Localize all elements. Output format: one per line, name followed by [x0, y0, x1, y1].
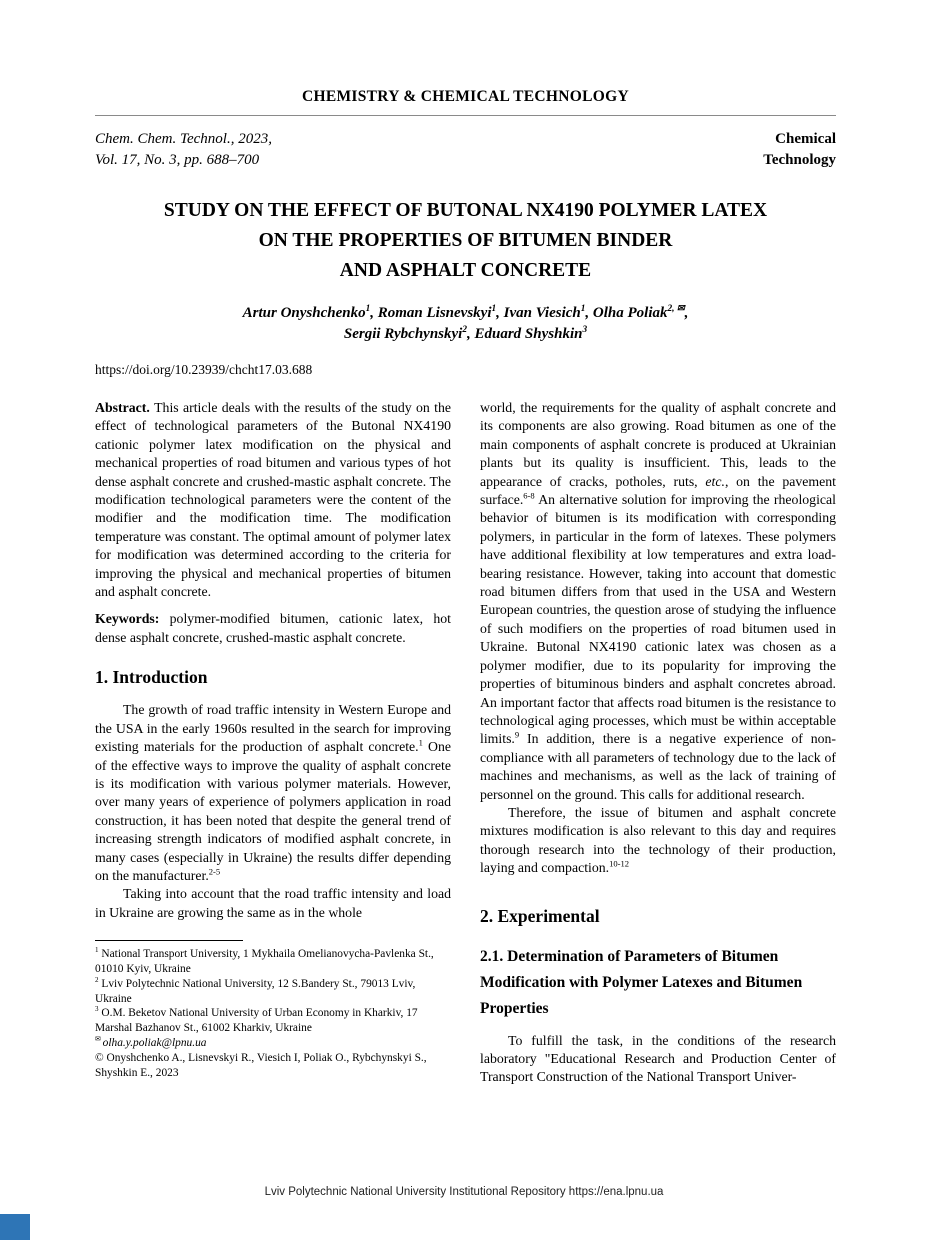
experimental-paragraph-1: To fulfill the task, in the conditions of the research laboratory "Educational Research and Production Center of Transport Construction of the National Transport Univer-	[480, 1032, 836, 1085]
journal-name-line2: Technology	[763, 152, 836, 168]
article-title	[95, 196, 836, 286]
left-column	[95, 399, 451, 1087]
author-line-2: Sergii Rybchynskyi$^2$, Eduard Shyshkin$^3$	[343, 325, 588, 342]
intro-paragraph-2: Taking into account that the road traffic intensity and load in Ukraine are growing the same as in the whole	[95, 886, 451, 920]
journal-info-row	[95, 129, 836, 171]
running-head: CHEMISTRY & CHEMICAL TECHNOLOGY	[302, 88, 629, 105]
repository-footer: Lviv Polytechnic National University Institutional Repository https://ena.lpnu.ua	[264, 1186, 664, 1198]
article-title-line1: STUDY ON THE EFFECT OF BUTONAL NX4190 POLYMER LATEX	[163, 200, 768, 221]
abstract-paragraph: Abstract. This article deals with the results of the study on the effect of technological parameters of the Butonal NX4190 cationic polymer latex modification on the physical and mechanical properties of road bitumen and various types of hot dense asphalt concrete and crushed-mastic asphalt concrete. The modification technological parameters were the content of the modifier and the modification time. The modification temperature was constant. The optimal amount of polymer latex for modification was determined according to the criteria for improving the physical and mechanical properties of bitumen and asphalt concrete.	[95, 400, 451, 600]
journal-citation-line1: Chem. Chem. Technol., 2023,	[95, 131, 272, 147]
journal-citation-line2: Vol. 17, No. 3, pp. 688–700	[95, 152, 260, 168]
right-column	[480, 399, 836, 1087]
journal-name	[763, 129, 836, 171]
corner-mark	[0, 1214, 30, 1240]
footnote-rule	[95, 940, 243, 941]
keywords-paragraph: Keywords: polymer-modified bitumen, cationic latex, hot dense asphalt concrete, crushed-mastic asphalt concrete.	[95, 611, 451, 645]
footnote-copyright: © Onyshchenko A., Lisnevskyi R., Viesich I, Poliak O., Rybchynskyi S., Shyshkin E., 2023	[95, 1051, 427, 1079]
intro-paragraph-1: The growth of road traffic intensity in Western Europe and the USA in the early 1960s resulted in the search for improving existing materials for the production of asphalt concrete.$^1$ One of the effective ways to improve the quality of asphalt concrete is its modification with various polymer materials. However, over many years of experience of polymers application in road construction, it has been noted that despite the general trend of increasing strength indicators of modified asphalt concrete, in many cases (especially in Ukraine) the results differ depending on the manufacturer.$^{2-5}$	[95, 702, 452, 883]
journal-citation	[95, 129, 272, 171]
footnote-affiliation-3: $^3$ O.M. Beketov National University of Urban Economy in Kharkiv, 17 Marshal Bazhanov St., 61002 Kharkiv, Ukraine	[95, 1005, 418, 1035]
author-list	[95, 303, 836, 345]
subsection-heading-2-1: 2.1. Determination of Parameters of Bitumen Modification with Polymer Latexes and Bitumen Properties	[480, 947, 803, 1017]
footnote-affiliation-2: $^2$ Lviv Polytechnic National University, 12 S.Bandery St., 79013 Lviv, Ukraine	[95, 975, 416, 1005]
section-heading-introduction: 1. Introduction	[95, 667, 208, 688]
intro-paragraph-3: world, the requirements for the quality of asphalt concrete and its components are also growing. Road bitumen as one of the main components of asphalt concrete is produced at Ukrainian plants but its quality is insufficient. This, leads to the appearance of cracks, potholes, ruts, etc., on the pavement surface.$^{6-8}$ An alternative solution for improving the rheological behavior of bitumen is its modification with corresponding polymers, in particular in the form of latexes. These polymers have additional flexibility at low temperatures and extra load-bearing resistance. However, taking into account that domestic road bitumen differs from that used in the USA and Western European countries, the question arose of studying the influence of such modifiers on the properties of road bitumen used in Ukraine. Butonal NX4190 cationic latex was chosen as a polymer modifier, due to its popularity for improving the properties of bituminous binders and asphalt concretes abroad. An important factor that affects road bitumen is the resistance to technological aging processes, which must be within acceptable limits.$^9$ In addition, there is a negative experience of non-compliance with all parameters of technology due to the lack of machines and mechanisms, as well as the lack of training of personnel on the ground. This calls for additional research.	[480, 400, 836, 802]
author-line-1: Artur Onyshchenko$^1$, Roman Lisnevskyi$^1$, Ivan Viesich$^1$, Olha Poliak$^{2, ✉}$,	[242, 304, 689, 321]
two-column-body	[95, 399, 836, 1087]
section-heading-experimental: 2. Experimental	[480, 905, 600, 926]
article-title-line3: AND ASPHALT CONCRETE	[339, 260, 592, 281]
journal-name-line1: Chemical	[775, 131, 836, 147]
footnote-affiliation-1: $^1$ National Transport University, 1 Mykhaila Omelianovycha-Pavlenka St., 01010 Kyiv, Ukraine	[95, 946, 434, 975]
header-rule	[95, 115, 836, 116]
footnotes-block	[95, 940, 451, 1080]
article-title-line2: ON THE PROPERTIES OF BITUMEN BINDER	[258, 230, 673, 251]
footnote-email: ✉ olha.y.poliak@lpnu.ua	[95, 1035, 207, 1049]
intro-paragraph-4: Therefore, the issue of bitumen and asphalt concrete mixtures modification is also relevant to this day and requires thorough research into the technology of their production, laying and compaction.$^{10-12}$	[480, 804, 836, 876]
doi-link: https://doi.org/10.23939/chcht17.03.688	[95, 362, 313, 377]
